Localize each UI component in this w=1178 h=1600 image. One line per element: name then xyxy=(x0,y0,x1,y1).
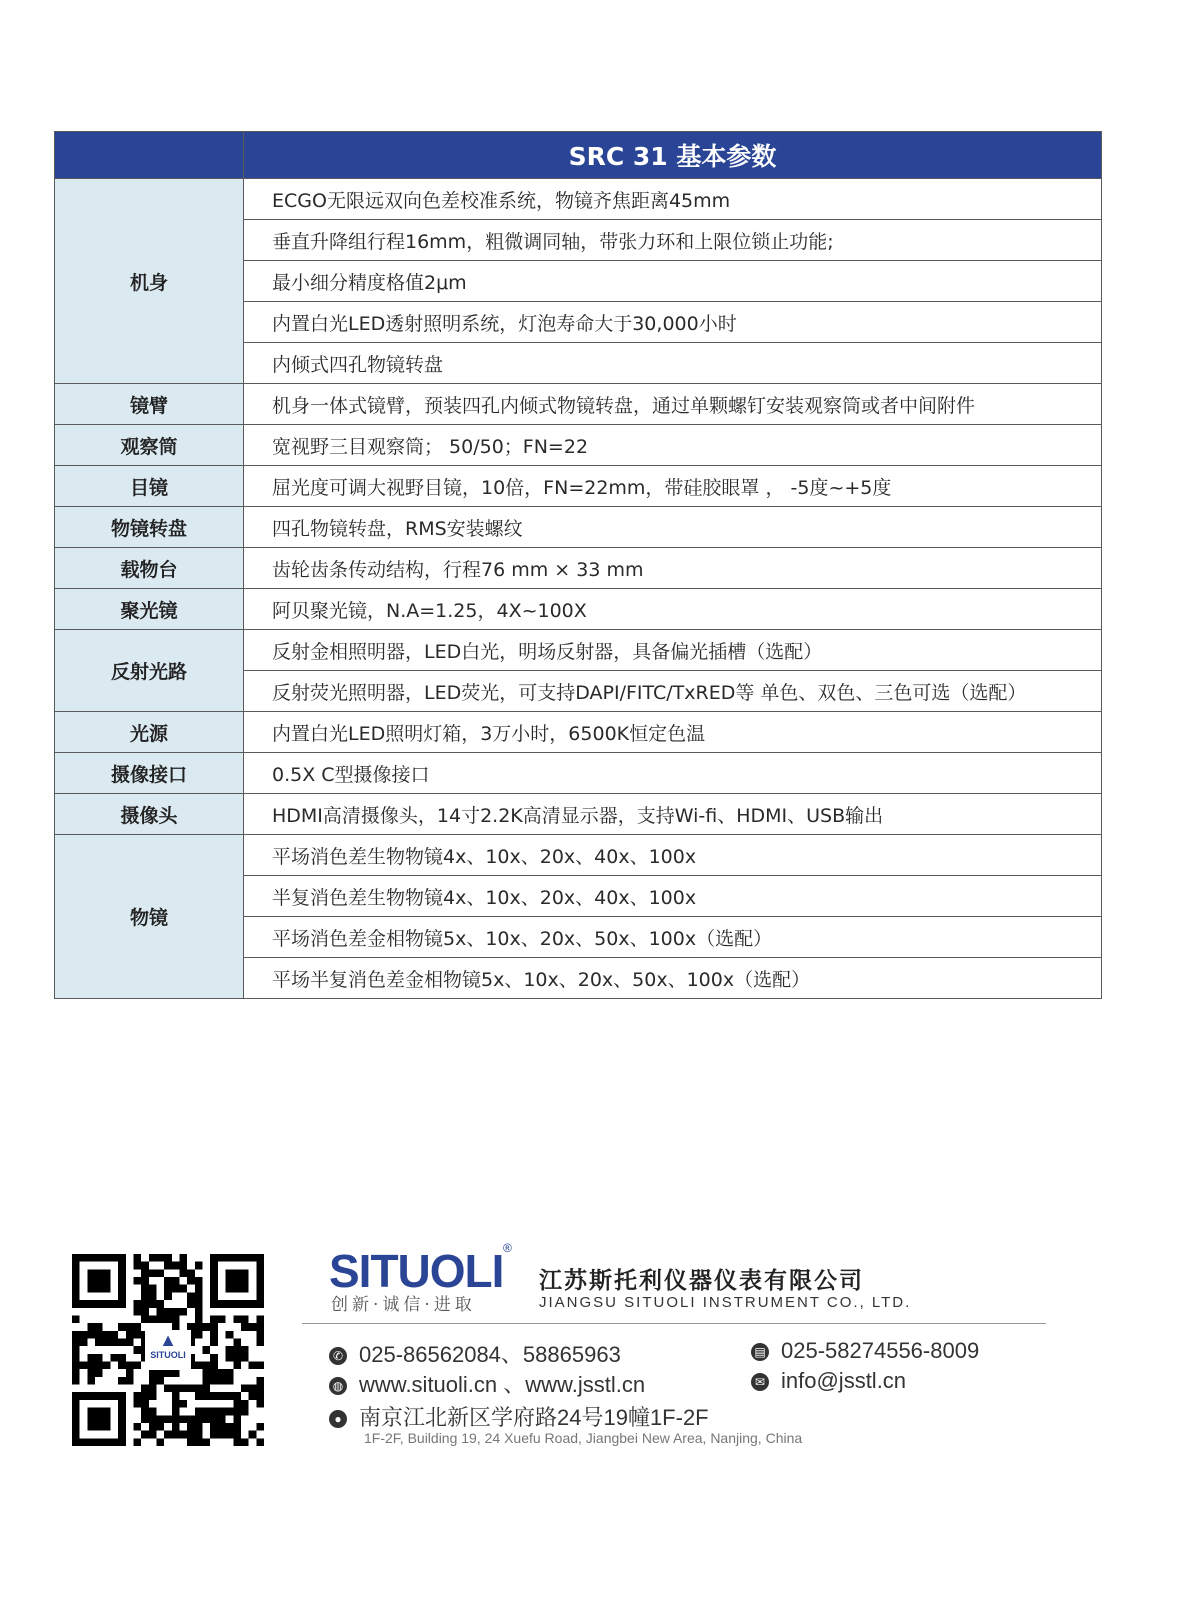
logo-triangle-icon: ▲ xyxy=(159,1330,177,1350)
table-title: SRC 31 基本参数 xyxy=(244,132,1102,179)
value-cell: 平场消色差金相物镜5x、10x、20x、50x、100x（选配） xyxy=(244,917,1102,958)
phone-icon: ✆ xyxy=(329,1347,347,1365)
category-cell: 观察筒 xyxy=(55,425,244,466)
company-name-cn: 江苏斯托利仪器仪表有限公司 xyxy=(539,1268,864,1294)
category-cell: 摄像接口 xyxy=(55,753,244,794)
category-cell: 反射光路 xyxy=(55,630,244,712)
value-cell: 平场半复消色差金相物镜5x、10x、20x、50x、100x（选配） xyxy=(244,958,1102,999)
email-link[interactable]: info@jsstl.cn xyxy=(781,1368,907,1393)
table-row xyxy=(55,630,1102,671)
table-row xyxy=(55,384,1102,425)
table-header-corner xyxy=(55,132,244,179)
value-cell: 半复消色差生物物镜4x、10x、20x、40x、100x xyxy=(244,876,1102,917)
table-row xyxy=(55,589,1102,630)
location-pin-icon: ● xyxy=(329,1410,347,1428)
table-row xyxy=(55,712,1102,753)
email-line xyxy=(751,1368,906,1394)
phone-line xyxy=(329,1338,621,1369)
value-cell: 内置白光LED透射照明系统，灯泡寿命大于30,000小时 xyxy=(244,302,1102,343)
value-cell: 四孔物镜转盘，RMS安装螺纹 xyxy=(244,507,1102,548)
company-name-en: JIANGSU SITUOLI INSTRUMENT CO., LTD. xyxy=(539,1294,912,1311)
value-cell: 反射荧光照明器，LED荧光，可支持DAPI/FITC/TxRED等 单色、双色、三色可选（选配） xyxy=(244,671,1102,712)
qr-logo xyxy=(145,1330,191,1370)
spec-table-body xyxy=(55,179,1102,999)
spec-table xyxy=(54,131,1102,999)
footer-divider xyxy=(302,1323,1046,1324)
value-cell: 内置白光LED照明灯箱，3万小时，6500K恒定色温 xyxy=(244,712,1102,753)
value-cell: HDMI高清摄像头，14寸2.2K高清显示器，支持Wi-fi、HDMI、USB输出 xyxy=(244,794,1102,835)
address-en: 1F-2F, Building 19, 24 Xuefu Road, Jiangbei New Area, Nanjing, China xyxy=(364,1430,803,1446)
value-cell: 反射金相照明器，LED白光，明场反射器，具备偏光插槽（选配） xyxy=(244,630,1102,671)
category-cell: 载物台 xyxy=(55,548,244,589)
registered-mark: ® xyxy=(503,1241,512,1255)
value-cell: 0.5X C型摄像接口 xyxy=(244,753,1102,794)
qr-logo-text: SITUOLI xyxy=(150,1350,186,1360)
category-cell: 物镜转盘 xyxy=(55,507,244,548)
value-cell: 阿贝聚光镜，N.A=1.25，4X~100X xyxy=(244,589,1102,630)
fax-line xyxy=(751,1338,979,1364)
value-cell: 屈光度可调大视野目镜，10倍，FN=22mm，带硅胶眼罩 ， -5度~+5度 xyxy=(244,466,1102,507)
value-cell: 最小细分精度格值2μm xyxy=(244,261,1102,302)
value-cell: 内倾式四孔物镜转盘 xyxy=(244,343,1102,384)
category-cell: 机身 xyxy=(55,179,244,384)
brand-logo: SITUOLI xyxy=(329,1245,504,1297)
table-row xyxy=(55,507,1102,548)
value-cell: 垂直升降组行程16mm，粗微调同轴，带张力环和上限位锁止功能; xyxy=(244,220,1102,261)
value-cell: ECGO无限远双向色差校准系统，物镜齐焦距离45mm xyxy=(244,179,1102,220)
table-row xyxy=(55,753,1102,794)
fax-icon: ▤ xyxy=(751,1343,769,1361)
table-row xyxy=(55,466,1102,507)
globe-icon: ◍ xyxy=(329,1377,347,1395)
category-cell: 光源 xyxy=(55,712,244,753)
phone-number: 025-86562084、58865963 xyxy=(359,1342,621,1367)
website-link[interactable]: www.situoli.cn 、www.jsstl.cn xyxy=(359,1372,646,1397)
category-cell: 物镜 xyxy=(55,835,244,999)
value-cell: 宽视野三目观察筒； 50/50；FN=22 xyxy=(244,425,1102,466)
category-cell: 摄像头 xyxy=(55,794,244,835)
category-cell: 镜臂 xyxy=(55,384,244,425)
mail-icon: ✉ xyxy=(751,1373,769,1391)
category-cell: 目镜 xyxy=(55,466,244,507)
table-row xyxy=(55,794,1102,835)
value-cell: 机身一体式镜臂，预装四孔内倾式物镜转盘，通过单颗螺钉安装观察筒或者中间附件 xyxy=(244,384,1102,425)
website-line xyxy=(329,1368,645,1399)
fax-number: 025-58274556-8009 xyxy=(781,1338,980,1363)
table-row xyxy=(55,548,1102,589)
table-row xyxy=(55,425,1102,466)
address-cn: 南京江北新区学府路24号19幢1F-2F xyxy=(359,1405,709,1430)
category-cell: 聚光镜 xyxy=(55,589,244,630)
address-line xyxy=(329,1401,709,1432)
value-cell: 平场消色差生物物镜4x、10x、20x、40x、100x xyxy=(244,835,1102,876)
brand-slogan: 创新·诚信·进取 xyxy=(331,1295,476,1315)
value-cell: 齿轮齿条传动结构，行程76 mm × 33 mm xyxy=(244,548,1102,589)
table-row xyxy=(55,835,1102,876)
table-row xyxy=(55,179,1102,220)
